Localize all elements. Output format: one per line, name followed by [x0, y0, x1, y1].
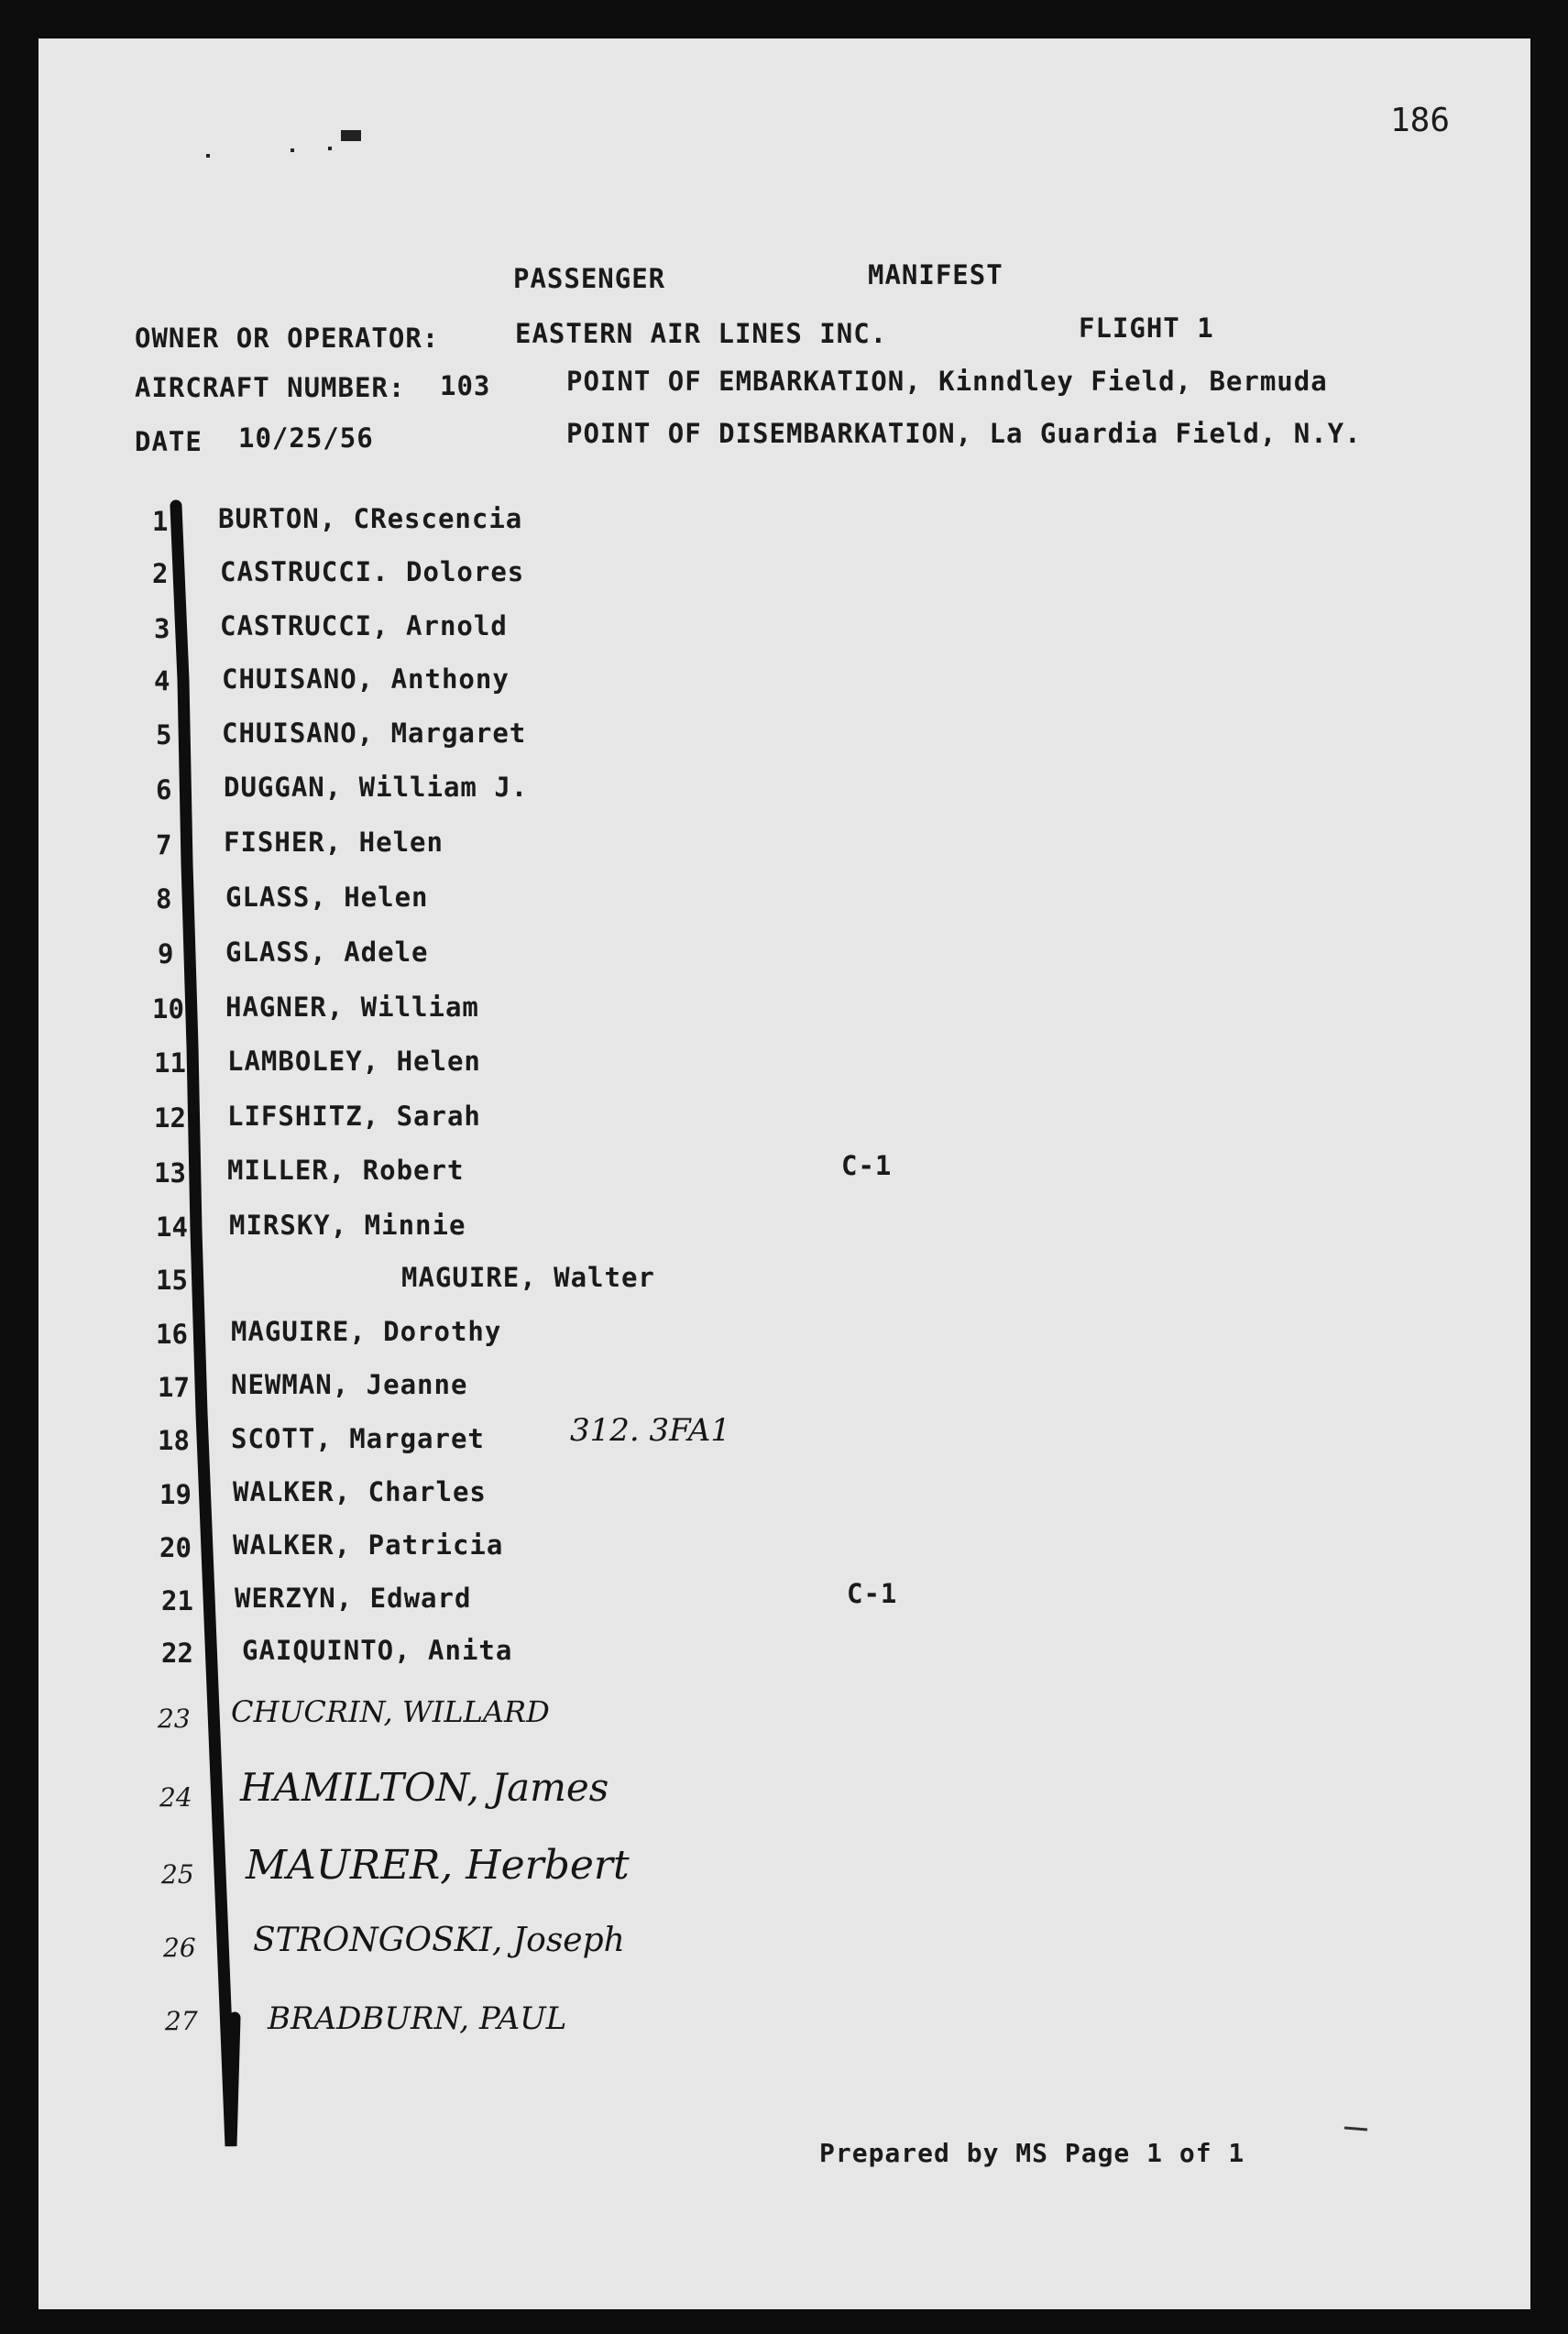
row-number: 15 — [156, 1265, 188, 1296]
passenger-name: WERZYN, Edward — [235, 1583, 472, 1614]
row-number: 10 — [152, 993, 184, 1025]
owner-value: EASTERN AIR LINES INC. — [515, 318, 888, 349]
row-number: 17 — [158, 1372, 190, 1403]
row-number: 18 — [158, 1425, 190, 1456]
owner-label: OWNER OR OPERATOR: — [135, 323, 440, 354]
passenger-name: GLASS, Adele — [225, 937, 429, 968]
manifest-title-passenger: PASSENGER — [513, 263, 666, 294]
row-number: 2 — [152, 558, 169, 589]
row-number: 22 — [161, 1638, 193, 1669]
passenger-name: CHUISANO, Margaret — [222, 718, 527, 749]
passenger-name: CASTRUCCI, Arnold — [220, 610, 508, 641]
manifest-title-manifest: MANIFEST — [868, 259, 1003, 290]
row-number: 4 — [154, 665, 170, 696]
row-number: 5 — [156, 719, 172, 751]
row-number: 11 — [154, 1047, 186, 1079]
passenger-name: BURTON, CRescencia — [218, 503, 523, 534]
embarkation-point: POINT OF EMBARKATION, Kinndley Field, Bermuda — [566, 366, 1328, 397]
row-number: 13 — [154, 1157, 186, 1189]
row-number: 6 — [156, 774, 172, 805]
manifest-page — [38, 38, 1530, 2309]
row-number: 16 — [156, 1319, 188, 1350]
passenger-name: HAGNER, William — [225, 992, 479, 1023]
passenger-name: WALKER, Patricia — [233, 1529, 504, 1561]
row-number: 8 — [156, 883, 172, 915]
passenger-name-handwritten: STRONGOSKI, Joseph — [253, 1922, 625, 1959]
passenger-note: C-1 — [847, 1578, 898, 1609]
row-number-handwritten: 27 — [165, 2006, 198, 2036]
passenger-name: GLASS, Helen — [225, 882, 429, 913]
row-number: 3 — [154, 613, 170, 644]
passenger-name: CASTRUCCI. Dolores — [220, 556, 525, 587]
stray-mark — [341, 130, 361, 141]
stray-mark — [206, 154, 210, 158]
passenger-name: LIFSHITZ, Sarah — [227, 1101, 481, 1132]
passenger-note: C-1 — [841, 1150, 893, 1181]
row-number-handwritten: 26 — [163, 1933, 196, 1963]
row-number: 7 — [156, 829, 172, 860]
row-number: 21 — [161, 1585, 193, 1616]
passenger-name: MAGUIRE, Walter — [401, 1262, 655, 1293]
passenger-name-handwritten: HAMILTON, James — [240, 1765, 609, 1810]
page-number: 186 — [1390, 102, 1451, 139]
aircraft-value: 103 — [440, 370, 491, 401]
passenger-name: SCOTT, Margaret — [231, 1423, 485, 1454]
row-number-handwritten: 25 — [161, 1859, 194, 1890]
row-number-handwritten: 23 — [158, 1704, 191, 1734]
passenger-name: NEWMAN, Jeanne — [231, 1369, 468, 1400]
row-number: 9 — [158, 938, 174, 970]
passenger-name: DUGGAN, William J. — [224, 772, 529, 803]
aircraft-label: AIRCRAFT NUMBER: — [135, 372, 406, 403]
passenger-name: MILLER, Robert — [227, 1155, 465, 1186]
passenger-name: FISHER, Helen — [224, 827, 444, 858]
date-value: 10/25/56 — [238, 422, 374, 454]
disembarkation-point: POINT OF DISEMBARKATION, La Guardia Field, N.Y. — [566, 418, 1362, 449]
row-number: 12 — [154, 1102, 186, 1134]
row-number: 20 — [159, 1532, 192, 1563]
date-label: DATE — [135, 426, 203, 457]
row-number: 19 — [159, 1479, 192, 1510]
prepared-by-footer: Prepared by MS Page 1 of 1 — [819, 2138, 1245, 2168]
passenger-name: LAMBOLEY, Helen — [227, 1046, 481, 1077]
passenger-name: MAGUIRE, Dorothy — [231, 1316, 502, 1347]
stray-mark — [328, 147, 332, 150]
passenger-name-handwritten: BRADBURN, PAUL — [268, 2000, 567, 2037]
row-number-handwritten: 24 — [159, 1782, 192, 1813]
passenger-name-handwritten: MAURER, Herbert — [246, 1842, 630, 1889]
passenger-note-handwritten: 312. 3FA1 — [570, 1412, 730, 1449]
passenger-name: MIRSKY, Minnie — [229, 1210, 466, 1241]
row-number: 14 — [156, 1211, 188, 1243]
row-number: 1 — [152, 506, 169, 537]
passenger-name-handwritten: CHUCRIN, WILLARD — [231, 1694, 550, 1729]
passenger-name: GAIQUINTO, Anita — [242, 1635, 513, 1666]
passenger-name: WALKER, Charles — [233, 1476, 487, 1507]
passenger-name: CHUISANO, Anthony — [222, 663, 510, 695]
flight-number: FLIGHT 1 — [1079, 312, 1214, 344]
stray-mark — [291, 148, 294, 152]
